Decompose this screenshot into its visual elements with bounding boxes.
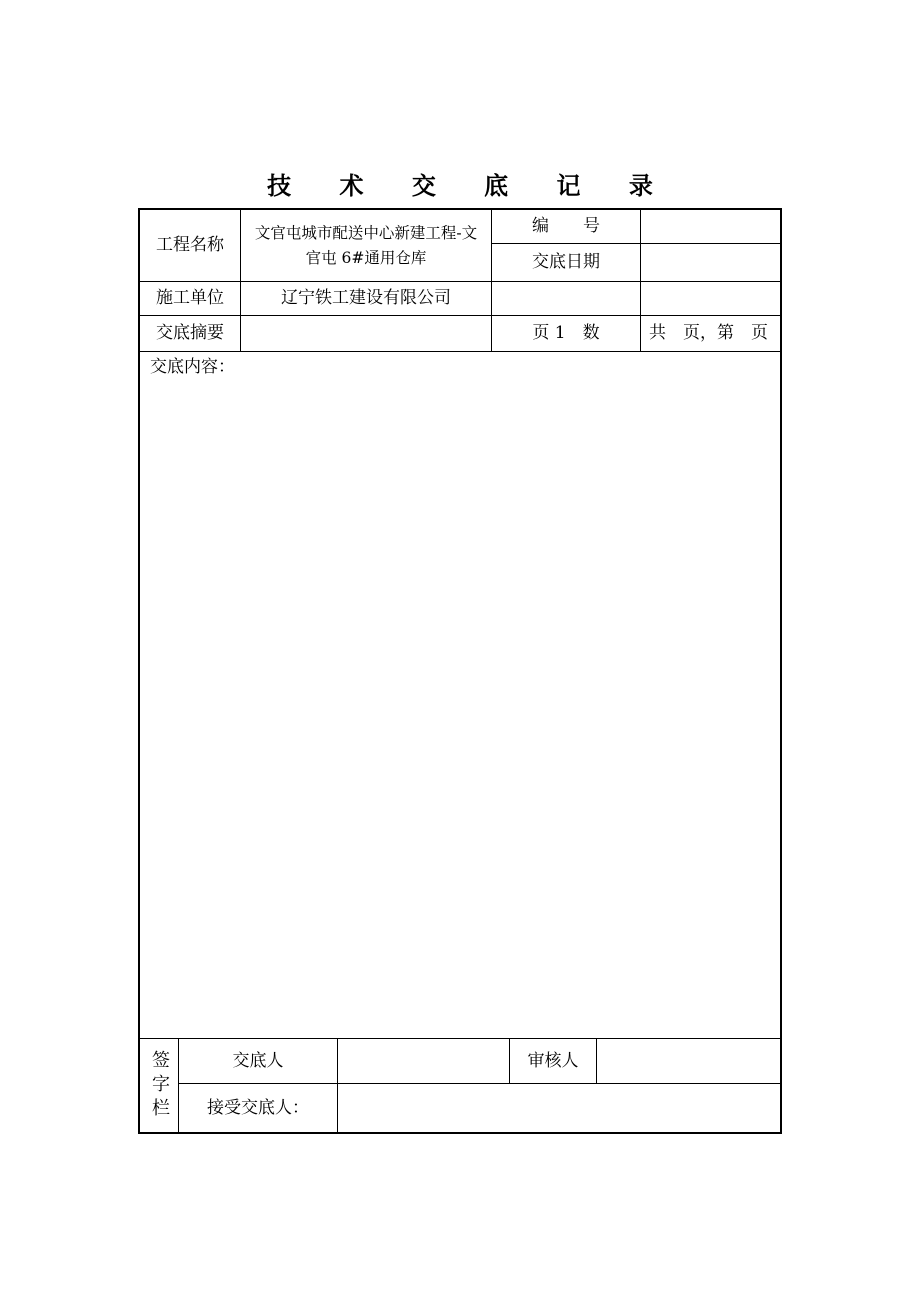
page-title: 技 术 交 底 记 录 [267, 172, 673, 200]
divider [140, 351, 780, 352]
page-index: 共 页，第 页 [649, 323, 768, 344]
presenter-label: 交底人 [232, 1050, 284, 1071]
receiver-label: 接受交底人： [207, 1097, 309, 1118]
page-count-label: 页 1 数 [532, 323, 600, 344]
construction-unit-value[interactable]: 辽宁铁工建设有限公司 [281, 288, 451, 309]
serial-number-label: 编 号 [532, 216, 600, 237]
presenter-signature-field[interactable] [338, 1039, 509, 1083]
project-name-value[interactable]: 文官屯城市配送中心新建工程-文官屯 6#通用仓库 [254, 223, 478, 267]
briefing-content-label: 交底内容： [150, 356, 235, 377]
reviewer-signature-field[interactable] [597, 1039, 780, 1083]
serial-number-value[interactable] [641, 210, 780, 243]
record-table [138, 208, 782, 1134]
briefing-summary-value[interactable] [241, 316, 491, 351]
briefing-date-value[interactable] [641, 244, 780, 281]
construction-unit-label: 施工单位 [156, 288, 224, 309]
briefing-summary-label: 交底摘要 [156, 323, 224, 344]
signature-section-label: 签字栏 [149, 1049, 171, 1122]
briefing-content-area[interactable] [140, 382, 780, 1036]
briefing-date-label: 交底日期 [532, 252, 600, 273]
receiver-signature-field[interactable] [338, 1084, 780, 1132]
project-name-label: 工程名称 [156, 235, 224, 256]
reviewer-label: 审核人 [527, 1050, 579, 1071]
